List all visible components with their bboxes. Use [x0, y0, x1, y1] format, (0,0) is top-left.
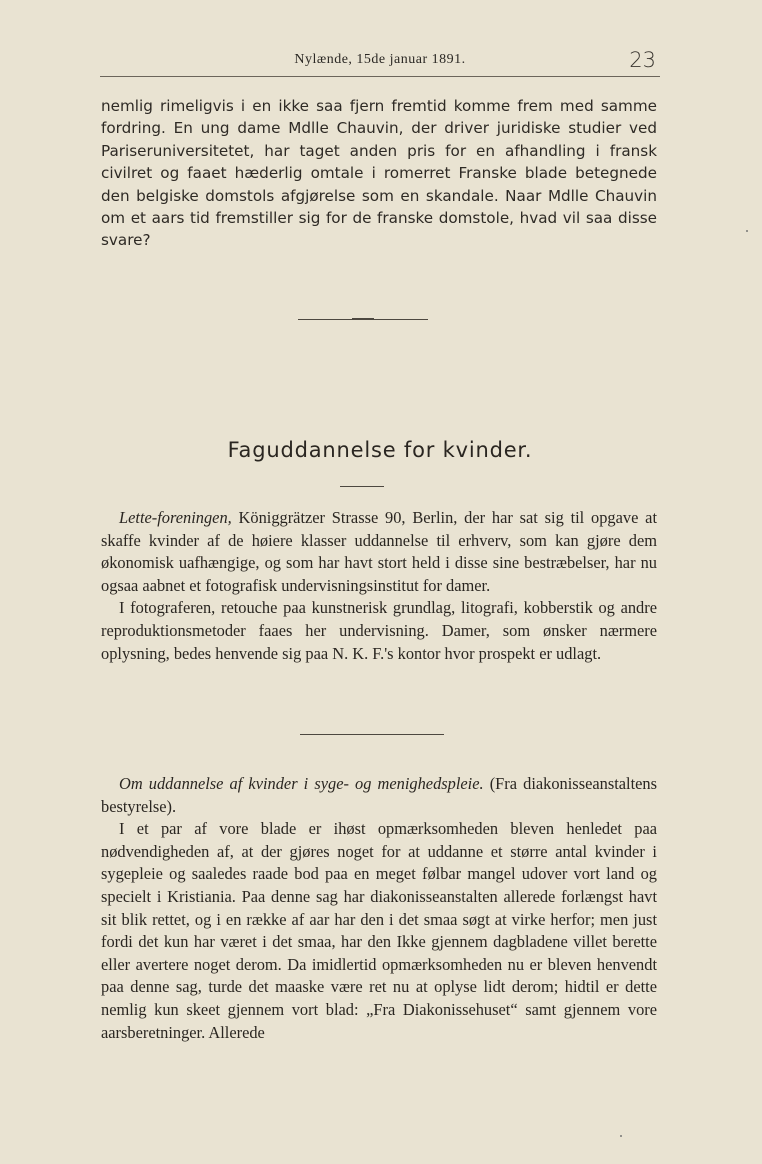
page-header: [100, 48, 660, 74]
lette-article: [101, 507, 657, 665]
uddannelse-paragraph: I et par af vore blade er ihøst opmærksomheden bleven henledet paa nødvendigheden af, at der gjøres noget for at uddanne et større antal kvinder i sygepleie og saaledes raade bod paa en meget følbar mangel udover vort land og specielt i Kristiania. Paa denne sag har diakonisseanstalten allerede forlængst havt sit blik rettet, og i en række af aar har den i det smaa søgt at virke herfor; men just fordi det kun har været i det smaa, har den Ikke gjennem dagbladene villet berette eller avertere noget derom. Da imidlertid opmærksomheden nu er bleven henvendt paa denne sag, turde det maaske være ret nu at oplyse lidt derom; hidtil er dette nemlig kun skeet gjennem vort blad: „Fra Diakonissehuset“ samt gjennem vore aarsberetninger. Allerede: [101, 819, 657, 1042]
running-title: Nylænde, 15de januar 1891.: [294, 52, 466, 67]
article-divider: [300, 734, 444, 735]
lette-paragraph-1: [101, 507, 657, 597]
lette-lead: Lette-foreningen,: [119, 508, 232, 527]
section-divider-center: [352, 318, 374, 320]
header-rule: [100, 76, 660, 77]
title-underline: [340, 486, 384, 487]
continuation-text: nemlig rimeligvis i en ikke saa fjern fremtid komme frem med samme fordring. En ung dame Mdlle Chauvin, der driver juridiske studier ved Pariseruniversitetet, har taget anden pris for en afhandling i fransk civilret og faaet hæderlig omtale i romerret Franske blade betegnede den belgiske domstols afgjørelse som en skandale. Naar Mdlle Chauvin om et aars tid fremstiller sig for de franske domstole, hvad vil saa disse svare?: [101, 97, 657, 250]
uddannelse-article: [101, 773, 657, 1044]
section-title: Faguddannelse for kvinder.: [227, 438, 533, 462]
paper-speck: [746, 230, 748, 232]
uddannelse-heading: [101, 773, 657, 818]
page-number: 23: [629, 48, 656, 72]
lette-paragraph-2: I fotograferen, retouche paa kunstnerisk grundlag, litografi, kobberstik og andre reproduktionsmetoder faaes her undervisning. Damer, som ønsker nærmere oplysning, bedes henvende sig paa N. K. F.'s kontor hvor prospekt er udlagt.: [101, 598, 657, 663]
continuation-paragraph: [101, 95, 657, 252]
paper-speck: [620, 1135, 622, 1137]
lette-paragraph-1-text: Königgrätzer Strasse 90, Berlin, der har sat sig til opgave at skaffe kvinder af de høiere klasser uddannelse til erhverv, som kan gjøre dem økonomisk uafhængige, og som har havt stort held i disse sine bestræbelser, har nu ogsaa aabnet et fotografisk undervisningsinstitut for damer.: [101, 508, 657, 595]
uddannelse-lead: Om uddannelse af kvinder i syge- og menighedspleie.: [119, 774, 484, 793]
uddannelse-source: (Fra diakonisseanstaltens bestyrelse).: [101, 774, 657, 816]
